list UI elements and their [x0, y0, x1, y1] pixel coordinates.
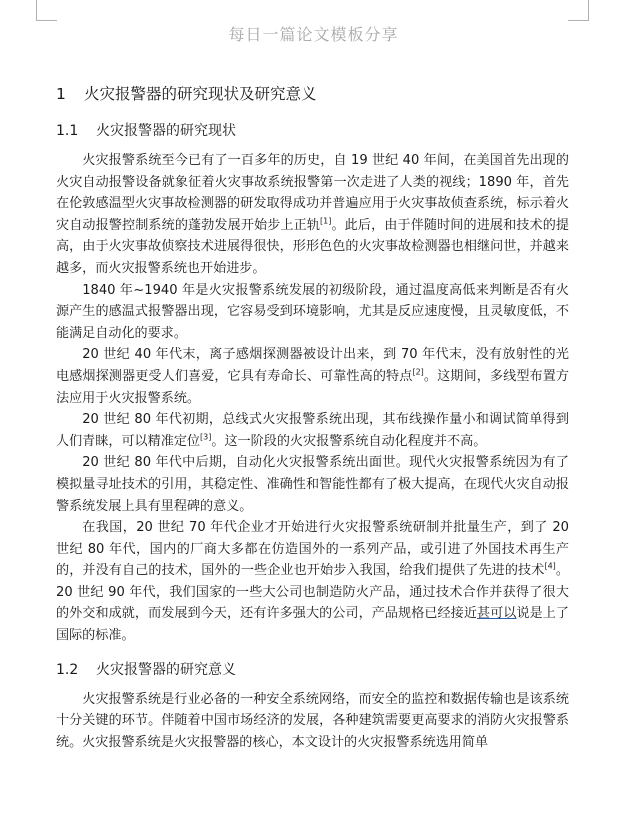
page-header: 每日一篇论文模板分享 — [228, 25, 399, 44]
grammar-flagged-text[interactable]: 甚可以 — [476, 606, 517, 622]
paragraph-2: 1840 年~1940 年是火灾报警系统发展的初级阶段，通过温度高低来判断是否有火源产生的感温式报警器出现，它容易受到环境影响，尤其是反应速度慢，且灵敏度低，不能满足自动化的要求。 — [56, 282, 569, 341]
paragraph-text: 。这期间，多线型布置方法应用于火灾报警系统。 — [56, 368, 570, 406]
section-heading-1-1 — [56, 120, 569, 142]
crop-mark-top-left — [36, 0, 57, 21]
paragraph-4 — [56, 409, 569, 452]
section-number: 1.2 — [56, 661, 79, 678]
chapter-title: 火灾报警器的研究现状及研究意义 — [84, 85, 317, 103]
crop-mark-top-right — [568, 0, 589, 21]
paragraph-text: 在我国，20 世纪 70 年代企业才开始进行火灾报警系统研制并批量生产，到了 20 世纪 80 年代，国内的厂商大多都在仿造国外的一系列产品，或引进了外国技术再生产的，并没有自己的技术，国外的一些企业也开始步入我国，给我们提供了先进的技术 — [56, 520, 569, 579]
section-title: 火灾报警器的研究现状 — [96, 123, 236, 139]
paragraph-text: 。此后，由于伴随时间的进展和技术的提高，由于火灾事故侦察技术进展得很快，形形色色的火灾事故检测器也相继问世，并越来越多，而火灾报警系统也开始进步。 — [56, 217, 570, 276]
paragraph-text: 20 世纪 40 年代末，离子感烟探测器被设计出来，到 70 年代末，没有放射性的光电感烟探测器更受人们喜爱，它具有寿命长、可靠性高的特点 — [56, 347, 569, 384]
chapter-number: 1 — [56, 85, 66, 103]
document-body — [56, 82, 569, 753]
paragraph-text: 。20 世纪 90 年代，我们国家的一些大公司也制造防火产品，通过技术合作并获得了很大的外交和成就，而发展到今天，还有许多强大的公司，产品规格已经接近 — [56, 563, 569, 622]
paragraph-text: 20 世纪 80 年代初期，总线式火灾报警系统出现，其布线操作量小和调试简单得到人们青睐，可以精准定位 — [56, 412, 569, 449]
paragraph-5: 20 世纪 80 年代中后期，自动化火灾报警系统出面世。现代火灾报警系统因为有了模拟量寻址技术的引用，其稳定性、准确性和智能性都有了极大提高，在现代火灾自动报警系统发展上具有里程碑的意义。 — [56, 455, 569, 514]
citation-ref[interactable]: [4] — [544, 561, 556, 571]
paragraph-text: 火灾报警系统至今已有了一百多年的历史，自 19 世纪 40 年间，在美国首先出现的火灾自动报警设备就象征着火灾事故系统报警第一次走进了人类的视线；1890 年，首先在伦敦感温型火灾事故检测器的研发取得成功并普遍应用于火灾事故侦查系统，标示着火灾自动报警控制系统的蓬勃发展开始步上正轨 — [56, 153, 569, 233]
section-heading-1-2 — [56, 659, 569, 681]
paragraph-text: 。这一阶段的火灾报警系统自动化程度并不高。 — [211, 433, 487, 449]
paragraph-1 — [56, 150, 569, 280]
citation-ref[interactable]: [3] — [200, 432, 212, 442]
chapter-heading — [56, 82, 569, 106]
citation-ref[interactable]: [2] — [412, 367, 424, 377]
citation-ref[interactable]: [1] — [320, 216, 332, 226]
paragraph-3 — [56, 344, 569, 409]
section-title: 火灾报警器的研究意义 — [96, 661, 236, 678]
section-number: 1.1 — [56, 123, 79, 139]
paragraph-text: 说是上了国际的标准。 — [56, 606, 570, 644]
paragraph-7: 火灾报警系统是行业必备的一种安全系统网络，而安全的监控和数据传输也是该系统十分关键的环节。伴随着中国市场经济的发展，各种建筑需要更高要求的消防火灾报警系统。火灾报警系统是火灾报警器的核心，本文设计的火灾报警系统选用简单 — [56, 691, 569, 750]
paragraph-6 — [56, 517, 569, 647]
